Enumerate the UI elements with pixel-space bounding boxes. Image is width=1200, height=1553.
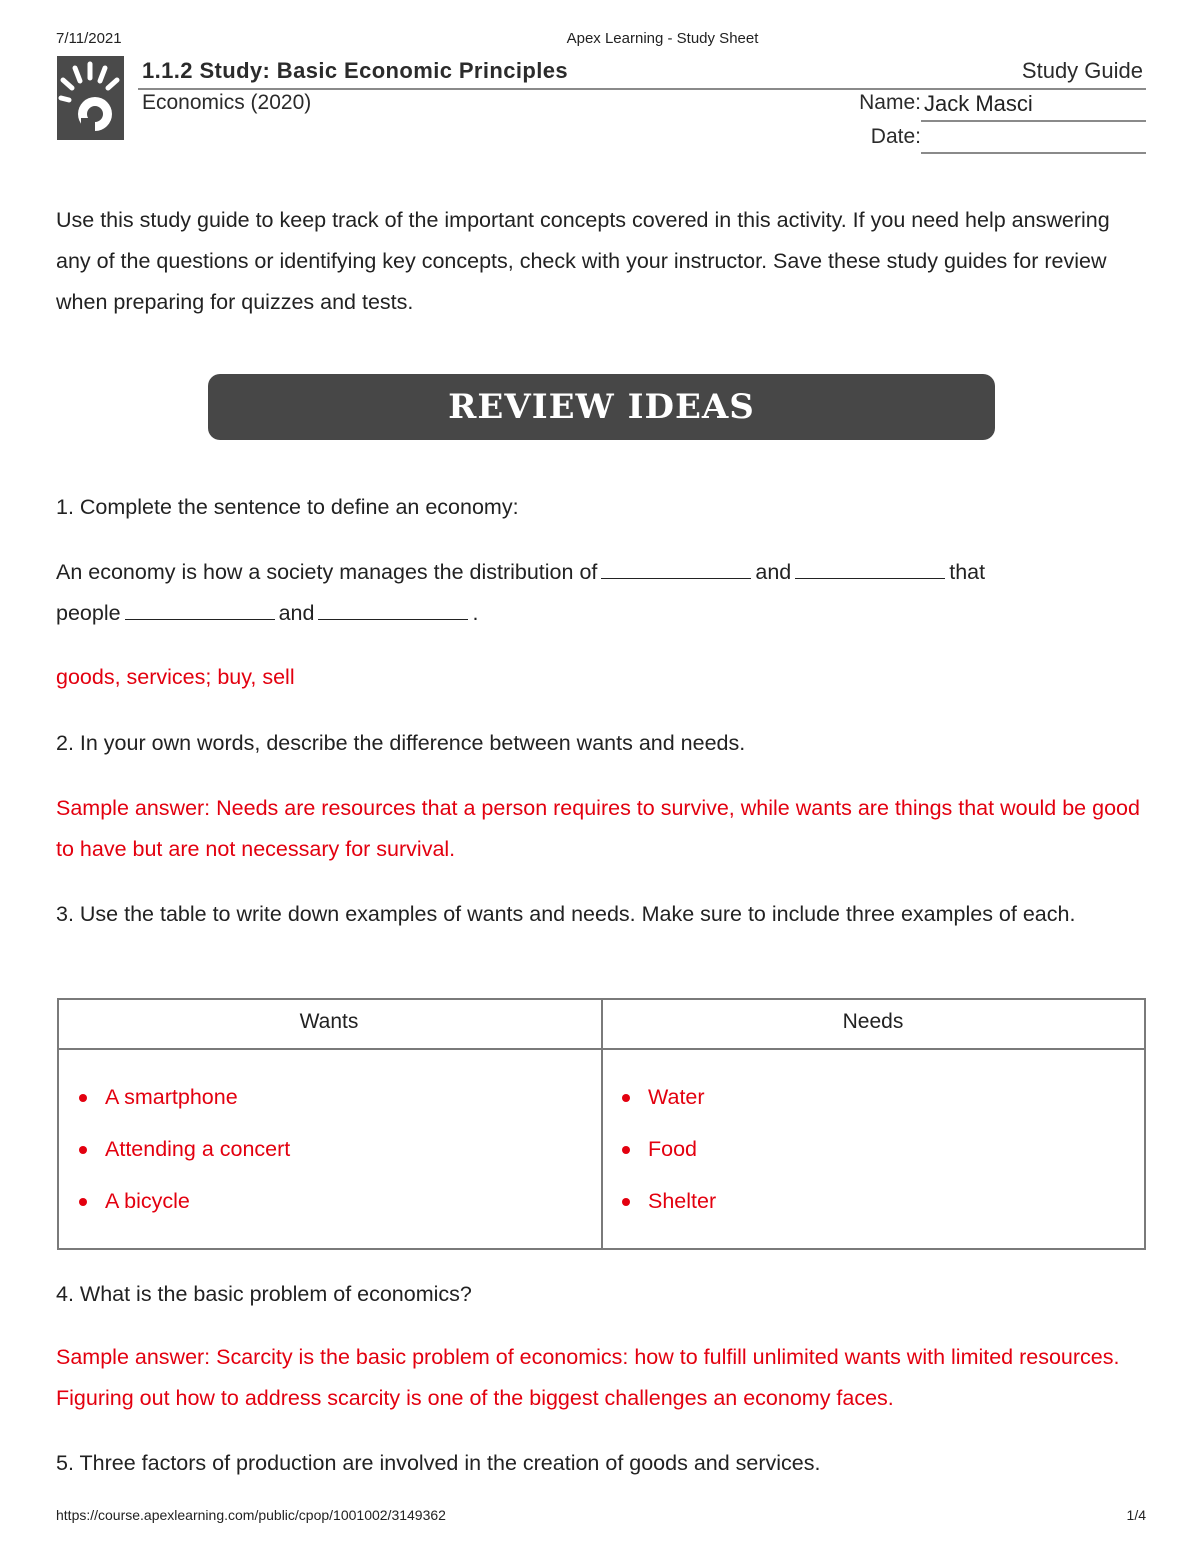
want-item: Attending a concert [105,1137,291,1161]
question-1: 1. Complete the sentence to define an economy: [56,495,519,519]
bullet-icon [622,1198,630,1206]
want-item: A bicycle [105,1189,190,1213]
print-date: 7/11/2021 [56,30,122,47]
need-item: Shelter [648,1189,717,1213]
lesson-title: 1.1.2 Study: Basic Economic Principles [142,58,569,83]
print-title: Apex Learning - Study Sheet [566,30,759,47]
wants-needs-table [57,998,1146,1250]
question-5: 5. Three factors of production are involved in the creation of goods and services. [56,1451,821,1475]
name-field[interactable]: Jack Masci [924,91,1033,116]
blank [125,599,275,620]
blank [601,558,751,579]
bullet-icon [79,1094,87,1102]
page-number: 1/4 [1126,1507,1146,1523]
need-item: Food [648,1137,698,1161]
bullet-icon [622,1094,630,1102]
header-rule [138,88,1146,90]
list-item [602,1184,716,1236]
bullet-icon [622,1146,630,1154]
course-name: Economics (2020) [142,91,312,114]
list-item [59,1184,290,1236]
needs-list [602,1080,716,1236]
blank [318,599,468,620]
list-item [59,1132,290,1184]
sentence-part: and [755,560,792,584]
list-item [602,1080,716,1132]
sentence-part: that [949,560,986,584]
blank [795,558,945,579]
intro-paragraph: Use this study guide to keep track of the important concepts covered in this activity. If you need help answering any of the questions or identifying key concepts, check with your instructor. Save these study guides for review when preparing for quizzes and tests. [56,208,1110,314]
table-header-needs: Needs [842,1010,904,1033]
wants-list [59,1080,290,1236]
sentence-part: and [278,601,315,625]
date-line [921,152,1146,154]
study-guide-label: Study Guide [1021,58,1143,83]
question-2: 2. In your own words, describe the difference between wants and needs. [56,731,746,755]
answer-1: goods, services; buy, sell [56,665,295,689]
question-1-sentence [56,552,1146,634]
need-item: Water [648,1085,705,1109]
question-3: 3. Use the table to write down examples of wants and needs. Make sure to include three examples of each. [56,902,1076,926]
review-ideas-banner: REVIEW IDEAS [208,374,995,440]
print-url: https://course.apexlearning.com/public/cpop/1001002/3149362 [56,1507,446,1523]
table-header-rule [59,1048,1144,1050]
bullet-icon [79,1198,87,1206]
name-line [921,120,1146,122]
want-item: A smartphone [105,1085,238,1109]
list-item [602,1132,716,1184]
answer-4: Sample answer: Scarcity is the basic problem of economics: how to fulfill unlimited wants with limited resources. Figuring out how to address scarcity is one of the biggest challenges an economy faces. [56,1345,1120,1410]
name-label: Name: [859,91,921,114]
answer-2: Sample answer: Needs are resources that a person requires to survive, while wants are things that would be good to have but are not necessary for survival. [56,796,1140,861]
bullet-icon [79,1146,87,1154]
apex-lightbulb-logo-icon [57,56,124,140]
sentence-part: people [56,601,121,625]
question-4: 4. What is the basic problem of economics? [56,1282,472,1306]
sentence-part: . [472,601,479,625]
date-label: Date: [870,125,921,148]
list-item [59,1080,290,1132]
table-header-wants: Wants [299,1010,359,1033]
sentence-part: An economy is how a society manages the distribution of [56,560,598,584]
